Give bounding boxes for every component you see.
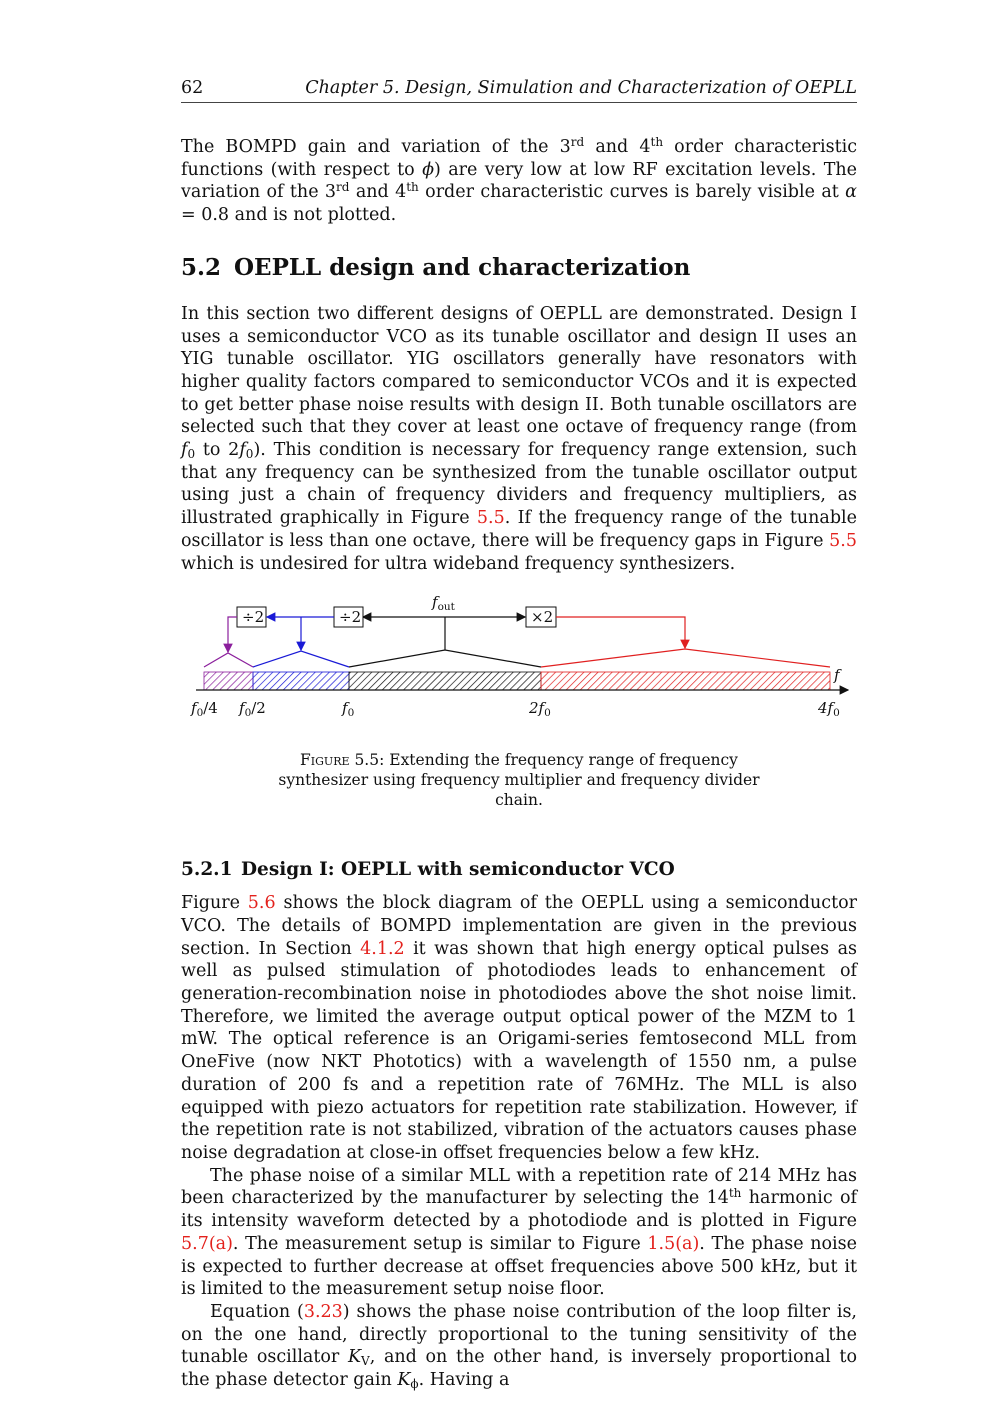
divider-label-1: ÷2 <box>242 608 265 627</box>
arrow-purple-down <box>228 617 237 652</box>
figure-ref-link[interactable]: 1.5(a) <box>647 1233 700 1254</box>
equation-ref-link[interactable]: 3.23 <box>303 1301 343 1322</box>
section-paragraph: In this section two different designs of OEPLL are demonstrated. Design I uses a semiconductor VCO as its tunable oscillator and design II uses an YIG tunable oscillator. YIG oscillators generally have resonators with higher quality factors compared to semiconductor VCOs and it is expected to get better phase noise results with design II. Both tunable oscillators are selected such that they cover at least one octave of frequency range (from $f_0$ to $2f_0$). This condition is necessary for frequency range extension, such that any frequency can be synthesized from the tunable oscillator output using just a chain of frequency dividers and frequency multipliers, as illustrated graphically in Figure 5.5. If the frequency range of the tunable oscillator is less than one octave, there will be frequency gaps in Figure 5.5 which is undesired for ultra wideband frequency synthesizers. <box>181 303 857 574</box>
band-blue <box>253 672 349 690</box>
arrow-red-down <box>556 617 685 648</box>
subsection-number: 5.2.1 <box>181 859 233 881</box>
paragraph: Figure 5.6 shows the block diagram of the OEPLL using a semiconductor VCO. The details of BOMPD implementation are given in the previous section. In Section 4.1.2 it was shown that high energy optical pulses as well as pulsed stimulation of photodiodes leads to enhancement of generation-recombination noise in photodiodes above the shot noise limit. Therefore, we limited the average output optical power of the MZM to 1 mW. The optical reference is an Origami-series femtosecond MLL from OneFive (now NKT Phototics) with a wavelength of 1550 nm, a pulse duration of 200 fs and a repetition rate of 76MHz. The MLL is also equipped with piezo actuators for repetition rate stabilization. However, if the repetition rate is not stabilized, vibration of the actuators causes phase noise degradation at close-in offset frequencies below a few kHz. <box>181 893 858 1163</box>
section-ref-link[interactable]: 4.1.2 <box>360 938 405 959</box>
band-purple <box>204 672 253 690</box>
paragraph: The phase noise of a similar MLL with a repetition rate of 214 MHz has been characterized by the manufacturer by selecting the 14th harmonic of its intensity waveform detected by a photodiode and is plotted in Figure 5.7(a). The measurement setup is similar to Figure 1.5(a). The phase noise is expected to further decrease at offset frequencies above 500 kHz, but it is limited to the measurement setup noise floor. <box>181 1165 857 1300</box>
subsection-heading <box>181 858 857 882</box>
page <box>181 72 857 1392</box>
page-number: 62 <box>181 78 204 98</box>
fout-label: $f_{out}$ <box>432 593 455 614</box>
tick-label: $4f_0$ <box>818 699 840 720</box>
band-black <box>349 672 541 690</box>
figure-ref-link[interactable]: 5.6 <box>247 893 276 914</box>
tick-label: $2f_0$ <box>529 699 551 720</box>
band-red <box>541 672 830 690</box>
chapter-title: Chapter 5. Design, Simulation and Characterization of OEPLL <box>305 78 857 98</box>
section-heading <box>181 254 857 282</box>
figure-ref-link[interactable]: 5.5 <box>476 508 505 529</box>
frequency-range-diagram <box>0 593 1000 750</box>
envelope-blue <box>253 651 349 667</box>
tick-label: $f_0/2$ <box>239 699 266 720</box>
figure-ref-link[interactable]: 5.5 <box>829 530 857 551</box>
figure-caption: Figure 5.5: Extending the frequency range of frequency synthesizer using frequency multiplier and frequency divider chain. <box>278 751 760 810</box>
figure-ref-link[interactable]: 5.7(a) <box>181 1233 233 1254</box>
paragraph: Equation (3.23) shows the phase noise contribution of the loop filter is, on the one hand, directly proportional to the tuning sensitivity of the tunable oscillator $K_V$, and on the other hand, is inversely proportional to the phase detector gain $K_\phi$. Having a <box>181 1301 858 1392</box>
tick-label: $f_0/4$ <box>191 699 218 720</box>
running-header <box>181 72 857 103</box>
caption-label: Figure 5.5: <box>300 751 385 770</box>
section-title: OEPLL design and characterization <box>234 253 691 281</box>
figure-5-5 <box>181 593 857 750</box>
section-number: 5.2 <box>181 253 222 281</box>
multiplier-label: ×2 <box>531 608 554 627</box>
intro-paragraph: The BOMPD gain and variation of the 3rd and 4th order characteristic functions (with respect to ϕ) are very low at low RF excitation levels. The variation of the 3rd and 4th order characteristic curves is barely visible at α = 0.8 and is not plotted. <box>181 135 858 226</box>
envelope-black <box>349 650 541 667</box>
envelope-purple <box>204 653 253 667</box>
divider-label-2: ÷2 <box>339 608 362 627</box>
tick-label: $f_0$ <box>342 699 355 720</box>
envelope-red <box>541 649 830 667</box>
axis-label: f <box>834 666 840 685</box>
subsection-title: Design I: OEPLL with semiconductor VCO <box>241 859 675 881</box>
